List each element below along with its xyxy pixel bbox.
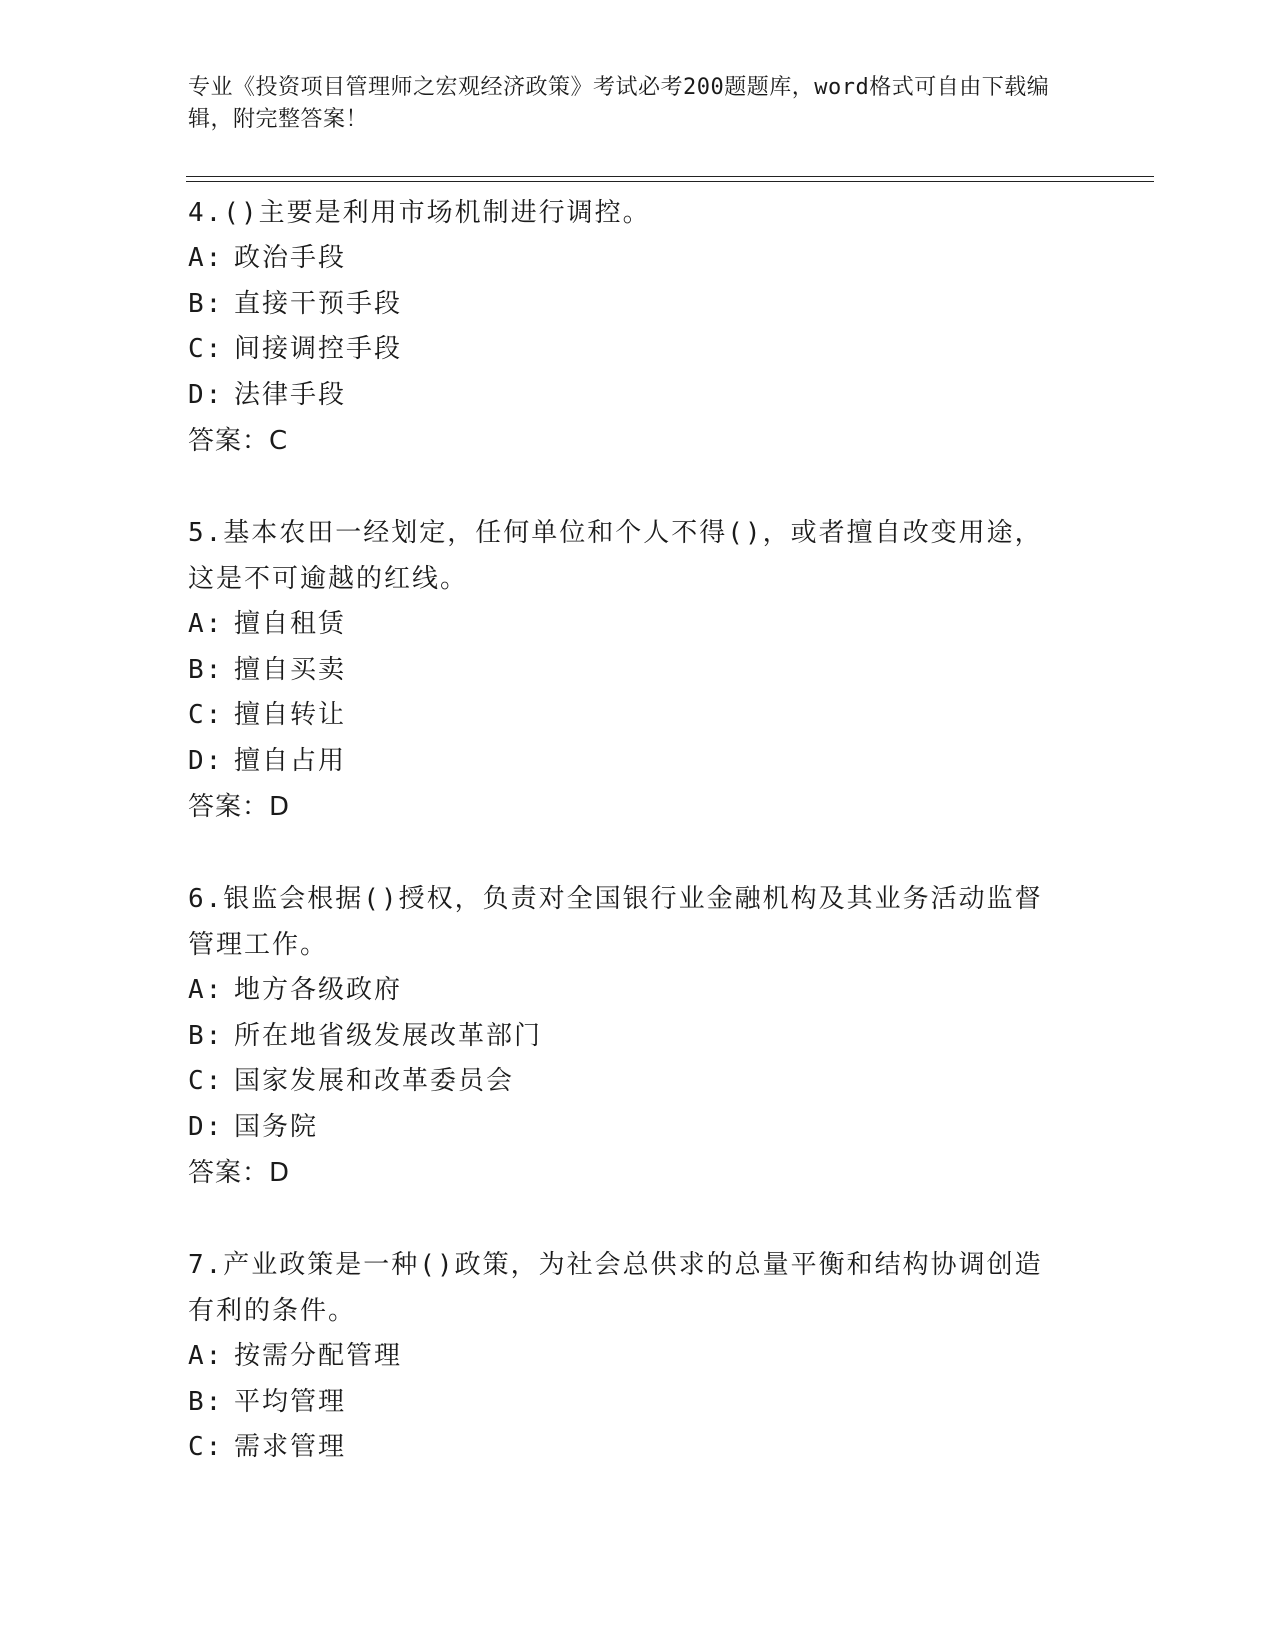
question-text: 5.基本农田一经划定，任何单位和个人不得()，或者擅自改变用途，这是不可逾越的红线。 <box>188 518 1043 594</box>
answer-text: 答案：D <box>188 1158 291 1188</box>
option-key: A: <box>188 609 224 639</box>
option-a <box>188 236 1068 282</box>
option-key: B: <box>188 654 224 685</box>
option-d <box>188 739 1068 785</box>
option-key: C: <box>188 700 224 730</box>
option-key: D: <box>188 379 224 410</box>
question-item <box>188 190 1068 464</box>
option-text: 国家发展和改革委员会 <box>234 1066 515 1096</box>
question-item <box>188 876 1068 1196</box>
option-text: 平均管理 <box>234 1386 347 1417</box>
option-text: 法律手段 <box>234 379 347 410</box>
option-text: 按需分配管理 <box>234 1341 403 1371</box>
option-text: 间接调控手段 <box>234 334 403 364</box>
option-key: A: <box>188 975 224 1005</box>
option-text: 擅自占用 <box>234 745 347 776</box>
option-a <box>188 968 1068 1014</box>
option-text: 擅自租赁 <box>234 609 347 639</box>
option-key: B: <box>188 288 224 319</box>
option-c <box>188 693 1068 739</box>
document-header: 专业《投资项目管理师之宏观经济政策》考试必考200题题库，word格式可自由下载编辑，附完整答案！ <box>188 75 1050 132</box>
option-text: 地方各级政府 <box>234 975 403 1005</box>
option-b <box>188 1014 1068 1060</box>
option-c <box>188 1425 1068 1471</box>
answer-text: 答案：D <box>188 792 291 822</box>
option-c <box>188 1059 1068 1105</box>
option-text: 所在地省级发展改革部门 <box>234 1020 543 1051</box>
option-b <box>188 648 1068 694</box>
option-key: A: <box>188 1341 224 1371</box>
question-item <box>188 510 1068 830</box>
option-key: B: <box>188 1020 224 1051</box>
option-d <box>188 1105 1068 1151</box>
option-c <box>188 327 1068 373</box>
header-rule-top <box>186 176 1154 177</box>
option-key: D: <box>188 1111 224 1142</box>
option-text: 需求管理 <box>234 1432 347 1462</box>
option-key: D: <box>188 745 224 776</box>
question-text: 4.()主要是利用市场机制进行调控。 <box>188 198 651 228</box>
question-text: 6.银监会根据()授权，负责对全国银行业金融机构及其业务活动监督管理工作。 <box>188 884 1043 960</box>
header-rule-bottom <box>186 181 1154 182</box>
option-key: A: <box>188 243 224 273</box>
question-item <box>188 1242 1068 1471</box>
option-text: 擅自转让 <box>234 700 347 730</box>
option-text: 国务院 <box>234 1111 319 1142</box>
option-b <box>188 1380 1068 1426</box>
option-a <box>188 1334 1068 1380</box>
option-key: B: <box>188 1386 224 1417</box>
option-a <box>188 602 1068 648</box>
option-key: C: <box>188 1432 224 1462</box>
answer-text: 答案：C <box>188 426 289 456</box>
option-key: C: <box>188 1066 224 1096</box>
option-d <box>188 373 1068 419</box>
option-b <box>188 282 1068 328</box>
option-text: 政治手段 <box>234 243 347 273</box>
option-text: 擅自买卖 <box>234 654 347 685</box>
question-text: 7.产业政策是一种()政策，为社会总供求的总量平衡和结构协调创造有利的条件。 <box>188 1250 1043 1326</box>
option-key: C: <box>188 334 224 364</box>
option-text: 直接干预手段 <box>234 288 403 319</box>
question-list <box>188 190 1068 1517</box>
